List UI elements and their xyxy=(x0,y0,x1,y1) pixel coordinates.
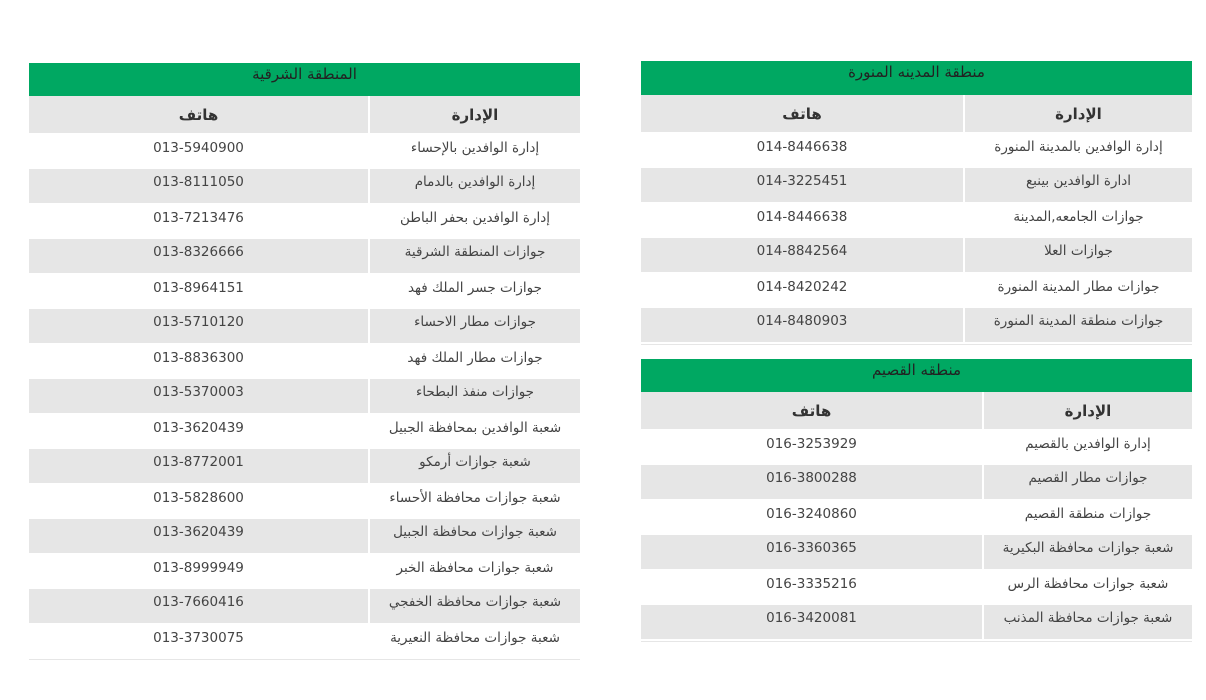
admin-name-cell: جوازات المنطقة الشرقية xyxy=(369,239,580,274)
phone-column-header: هاتف xyxy=(641,95,964,133)
phone-number-cell: 013-8999949 xyxy=(153,560,244,576)
phone-number-cell: 013-8111050 xyxy=(29,169,369,204)
table-row xyxy=(29,589,580,624)
region-title: المنطقة الشرقية xyxy=(29,63,580,96)
phone-number-cell: 016-3253929 xyxy=(766,436,857,452)
phone-number-cell: 013-7660416 xyxy=(29,589,369,624)
phone-number-cell: 013-8772001 xyxy=(29,449,369,484)
table-row xyxy=(641,535,1192,570)
admin-name-cell: جوازات مطار الاحساء xyxy=(369,309,580,344)
phone-number-cell: 013-8326666 xyxy=(29,239,369,274)
phone-number-cell: 013-3620439 xyxy=(29,519,369,554)
admin-name-cell: إدارة الوافدين بالإحساء xyxy=(369,134,580,169)
table-header-row xyxy=(641,392,1192,430)
table-row xyxy=(29,379,580,414)
admin-column-header: الإدارة xyxy=(964,95,1192,133)
table-row xyxy=(29,309,580,344)
admin-name-cell: شعبة جوازات أرمكو xyxy=(369,449,580,484)
phone-number-cell: 016-3240860 xyxy=(766,506,857,522)
phone-number-cell: 013-5710120 xyxy=(29,309,369,344)
phone-number-cell: 014-3225451 xyxy=(641,168,964,203)
phone-number-cell: 014-8842564 xyxy=(641,238,964,273)
table-header-row xyxy=(29,96,580,134)
phone-number-cell: 016-3800288 xyxy=(641,465,983,500)
admin-name-cell: إدارة الوافدين بحفر الباطن xyxy=(369,204,580,239)
admin-name-cell: جوازات جسر الملك فهد xyxy=(369,274,580,309)
table-body xyxy=(641,430,1192,640)
admin-name-cell: جوازات منطقة المدينة المنورة xyxy=(964,308,1192,343)
phone-number-cell: 013-5828600 xyxy=(153,490,244,506)
table-row xyxy=(29,169,580,204)
table-row xyxy=(29,484,580,519)
admin-name-cell: ادارة الوافدين بينبع xyxy=(964,168,1192,203)
table-row xyxy=(29,344,580,379)
phone-number-cell: 013-7213476 xyxy=(153,210,244,226)
table-body xyxy=(29,134,580,659)
contacts-table xyxy=(641,95,1192,344)
admin-name-cell: جوازات مطار المدينة المنورة xyxy=(964,273,1192,308)
contacts-table xyxy=(29,96,580,659)
admin-name-cell: إدارة الوافدين بالمدينة المنورة xyxy=(964,133,1192,168)
table-row xyxy=(29,414,580,449)
phone-number-cell: 014-8446638 xyxy=(756,209,848,225)
contacts-table xyxy=(641,392,1192,641)
admin-name-cell: إدارة الوافدين بالدمام xyxy=(369,169,580,204)
table-row xyxy=(29,519,580,554)
phone-number-cell: 016-3420081 xyxy=(641,605,983,640)
table-row xyxy=(641,308,1192,343)
table-row xyxy=(641,465,1192,500)
phone-number-cell: 013-5370003 xyxy=(29,379,369,414)
table-row xyxy=(641,238,1192,273)
phone-number-cell: 013-5940900 xyxy=(153,140,244,156)
table-row xyxy=(641,605,1192,640)
region-title: منطقة المدينه المنورة xyxy=(641,61,1192,95)
phone-number-cell: 014-8480903 xyxy=(641,308,964,343)
admin-name-cell: شعبة جوازات محافظة البكيرية xyxy=(983,535,1192,570)
table-row xyxy=(641,273,1192,308)
admin-name-cell: شعبة جوازات محافظة الرس xyxy=(983,570,1192,605)
table-end-divider xyxy=(641,344,1192,345)
table-row xyxy=(29,554,580,589)
admin-name-cell: جوازات مطار القصيم xyxy=(983,465,1192,500)
admin-name-cell: شعبة جوازات محافظة المذنب xyxy=(983,605,1192,640)
admin-name-cell: شعبة جوازات محافظة الخفجي xyxy=(369,589,580,624)
admin-name-cell: شعبة جوازات محافظة الأحساء xyxy=(369,484,580,519)
phone-number-cell: 016-3360365 xyxy=(641,535,983,570)
phone-number-cell: 013-8836300 xyxy=(153,350,244,366)
table-row xyxy=(29,624,580,659)
table-row xyxy=(641,500,1192,535)
admin-name-cell: جوازات مطار الملك فهد xyxy=(369,344,580,379)
table-end-divider xyxy=(641,641,1192,642)
phone-number-cell: 016-3335216 xyxy=(766,576,857,592)
admin-name-cell: شعبة جوازات محافظة الجبيل xyxy=(369,519,580,554)
table-row xyxy=(641,133,1192,168)
phone-number-cell: 014-8446638 xyxy=(756,139,848,155)
admin-column-header: الإدارة xyxy=(983,392,1192,430)
phone-number-cell: 013-3730075 xyxy=(153,630,244,646)
admin-name-cell: جوازات الجامعه,المدينة xyxy=(964,203,1192,238)
table-row xyxy=(641,570,1192,605)
admin-name-cell: جوازات منفذ البطحاء xyxy=(369,379,580,414)
table-row xyxy=(29,449,580,484)
admin-name-cell: شعبة جوازات محافظة الخبر xyxy=(369,554,580,589)
admin-name-cell: إدارة الوافدين بالقصيم xyxy=(983,430,1192,465)
table-row xyxy=(641,168,1192,203)
phone-number-cell: 014-8420242 xyxy=(756,279,848,295)
admin-name-cell: جوازات العلا xyxy=(964,238,1192,273)
phone-number-cell: 013-3620439 xyxy=(153,420,244,436)
phone-column-header: هاتف xyxy=(29,96,369,134)
eastern-region-table xyxy=(29,63,580,660)
admin-name-cell: شعبة الوافدين بمحافظة الجبيل xyxy=(369,414,580,449)
table-body xyxy=(641,133,1192,343)
table-header-row xyxy=(641,95,1192,133)
table-row xyxy=(29,134,580,169)
admin-name-cell: جوازات منطقة القصيم xyxy=(983,500,1192,535)
phone-column-header: هاتف xyxy=(641,392,983,430)
table-row xyxy=(641,203,1192,238)
admin-name-cell: شعبة جوازات محافظة النعيرية xyxy=(369,624,580,659)
table-end-divider xyxy=(29,659,580,660)
qassim-region-table xyxy=(641,359,1192,642)
medina-region-table xyxy=(641,61,1192,345)
admin-column-header: الإدارة xyxy=(369,96,580,134)
phone-number-cell: 013-8964151 xyxy=(153,280,244,296)
table-row xyxy=(29,239,580,274)
table-row xyxy=(641,430,1192,465)
region-title: منطقه القصيم xyxy=(641,359,1192,392)
table-row xyxy=(29,204,580,239)
table-row xyxy=(29,274,580,309)
